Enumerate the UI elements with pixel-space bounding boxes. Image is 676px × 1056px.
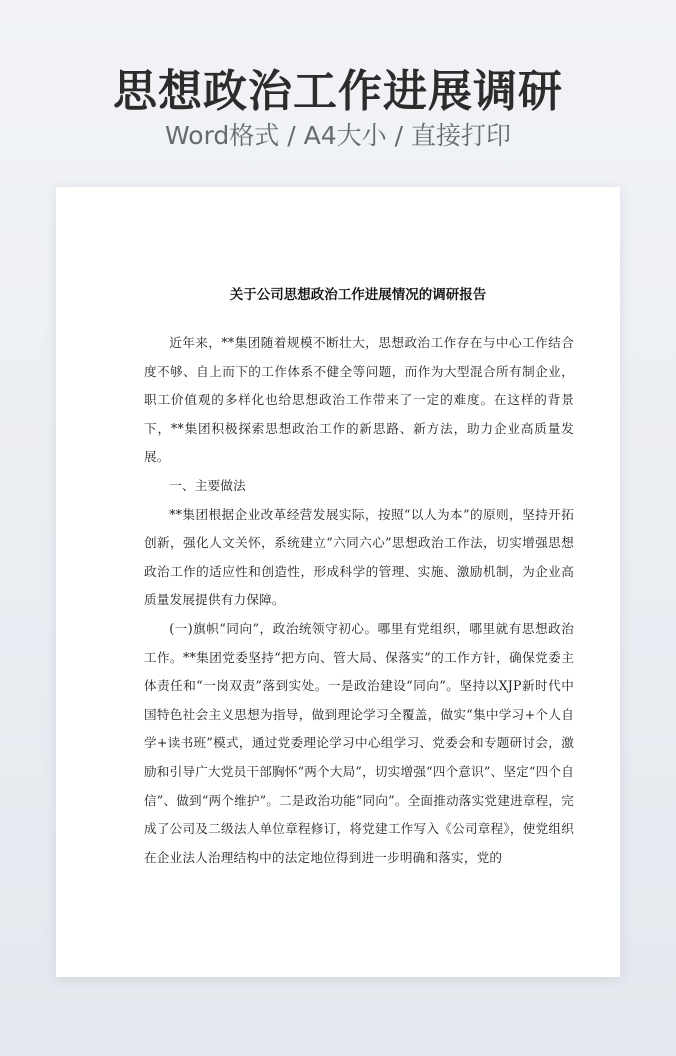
banner-subtitle: Word格式 / A4大小 / 直接打印 [165,121,511,150]
document-page [56,187,620,977]
paragraph-item-one: (一)旗帜“同向”，政治统领守初心。哪里有党组织，哪里就有思想政治工作。**集团党委坚持“把方向、管大局、保落实”的工作方针，确保党委主体责任和“一岗双责”落到实处。一是政治建设“同向”。坚持以XJP新时代中国特色社会主义思想为指导，做到理论学习全覆盖，做实“集中学习+个人自学+读书班”模式，通过党委理论学习中心组学习、党委会和专题研讨会，激励和引导广大党员干部胸怀“两个大局”，切实增强“四个意识”、坚定“四个自信”、做到“两个维护”。二是政治功能“同向”。全面推动落实党建进章程，完成了公司及二级法人单位章程修订，将党建工作写入《公司章程》，使党组织在企业法人治理结构中的法定地位得到进一步明确和落实，党的 [144,620,574,865]
banner-title: 思想政治工作进展调研 [113,66,563,117]
paragraph-overview: **集团根据企业改革经营发展实际，按照“以人为本”的原则，坚持开拓创新，强化人文关怀，系统建立“六同六心”思想政治工作法，切实增强思想政治工作的适应性和创造性，形成科学的管理、实施、激励机制，为企业高质量发展提供有力保障。 [144,506,574,608]
document-title: 关于公司思想政治工作进展情况的调研报告 [229,287,487,303]
section-heading-main-practices: 一、主要做法 [169,477,246,493]
paragraph-intro: 近年来，**集团随着规模不断壮大，思想政治工作存在与中心工作结合度不够、自上而下的工作体系不健全等问题，而作为大型混合所有制企业，职工价值观的多样化也给思想政治工作带来了一定的难度。在这样的背景下，**集团积极探索思想政治工作的新思路、新方法，助力企业高质量发展。 [144,335,574,465]
